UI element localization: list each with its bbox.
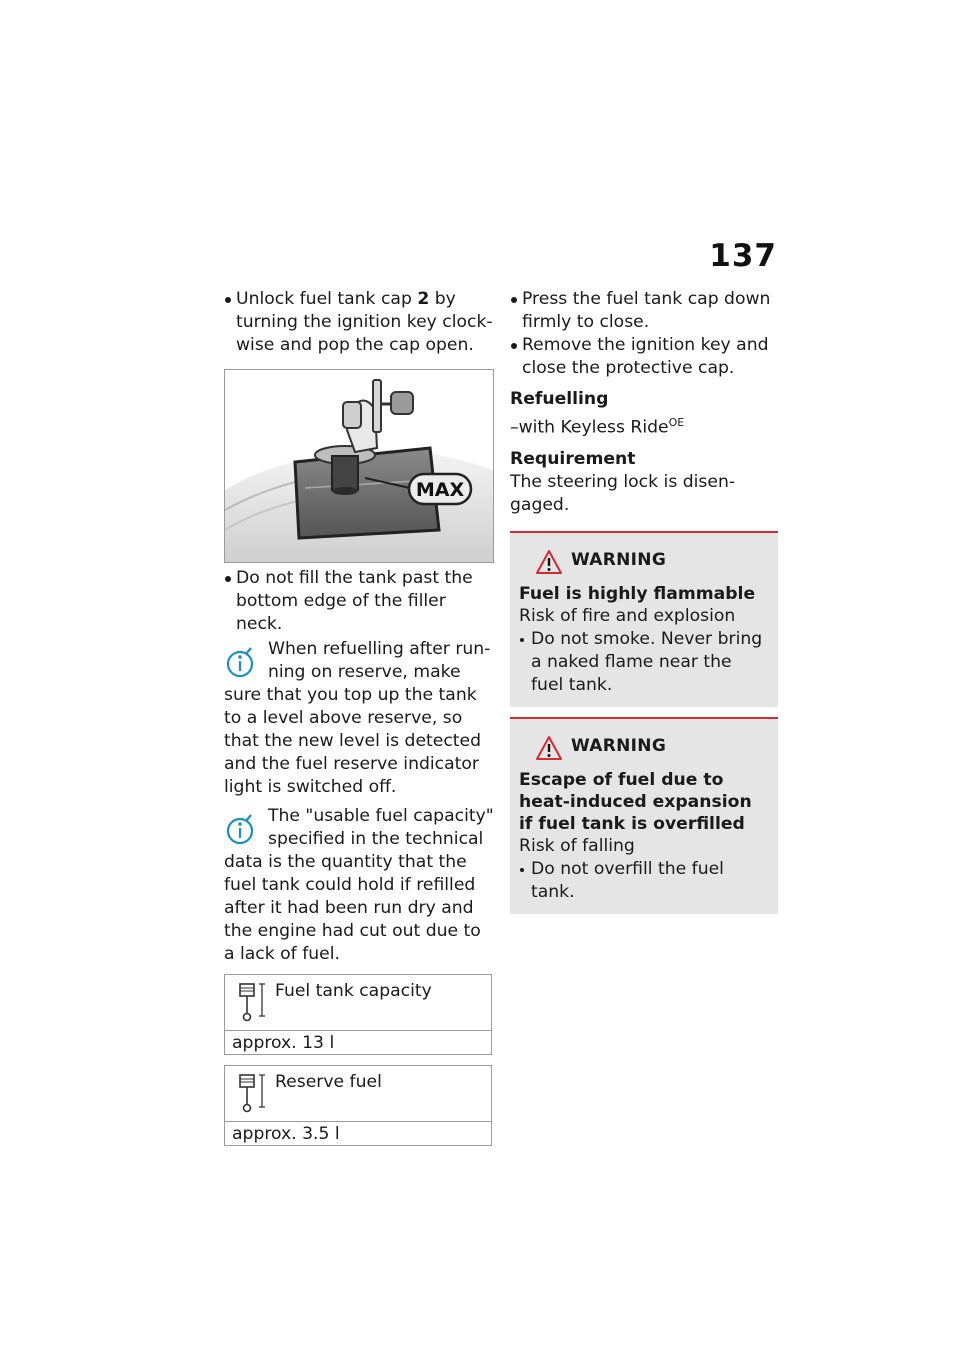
- bullet-dot: [511, 297, 517, 303]
- step-press-cap: Press the fuel tank cap down firmly to close.: [510, 288, 780, 334]
- note-reserve-text: When refuelling after run-ning on reserve, make sure that you top up the tank to a level above reserve, so that the new level is detected and the fuel reserve indicator light is switched off.: [224, 639, 491, 797]
- technical-data-icon: [238, 980, 268, 1024]
- spec-label: Reserve fuel: [275, 1072, 382, 1092]
- info-note-capacity: [224, 805, 494, 966]
- option-superscript: OE: [668, 416, 685, 429]
- bullet-dot: [225, 576, 231, 582]
- warning-triangle-icon: [536, 735, 562, 761]
- warning-heading: Escape of fuel due to heat-induced expansion if fuel tank is overfilled: [519, 769, 752, 834]
- spec-value: approx. 13 l: [232, 1033, 335, 1053]
- bullet-dot: [520, 868, 524, 872]
- bullet-dot: [520, 638, 524, 642]
- right-column: [510, 288, 780, 914]
- bullet-dot: [225, 297, 231, 303]
- warning-action: Do not smoke. Never bring a naked flame near the fuel tank.: [519, 628, 769, 697]
- info-icon: [224, 640, 264, 684]
- step-unlock-cap: [224, 288, 494, 357]
- technical-data-icon: [238, 1071, 268, 1115]
- spec-label: Fuel tank capacity: [275, 981, 432, 1001]
- fuel-cap-illustration: [224, 369, 494, 563]
- warning-risk: Risk of fire and explosion: [519, 605, 736, 626]
- info-icon: [224, 807, 264, 851]
- section-title: Refuelling: [510, 389, 609, 409]
- warning-risk: Risk of falling: [519, 835, 635, 856]
- section-subtitle: –with Keyless Ride$^{OE}$: [510, 416, 685, 438]
- info-note-reserve: [224, 638, 494, 799]
- step-fill-limit: Do not fill the tank past the bottom edge of the filler neck.: [224, 567, 494, 636]
- step-unlock-text: Unlock fuel tank cap 2 by turning the ignition key clock-wise and pop the cap open.: [236, 289, 493, 355]
- warning-box-flammable: [510, 531, 778, 707]
- warning-word: WARNING: [571, 549, 667, 570]
- spec-fuel-tank-capacity: [224, 974, 492, 1055]
- spec-value: approx. 3.5 l: [232, 1124, 340, 1144]
- max-label: MAX: [415, 479, 465, 501]
- step-remove-key: Remove the ignition key and close the protective cap.: [510, 334, 780, 380]
- warning-box-overfill: [510, 717, 778, 914]
- warning-word: WARNING: [571, 735, 667, 756]
- page-number: 137: [709, 238, 777, 274]
- spec-reserve-fuel: [224, 1065, 492, 1146]
- note-capacity-text: The "usable fuel capacity" specified in the technical data is the quantity that the fuel tank could hold if refilled after it had been run dry and the engine had cut out due to a lack of fuel.: [224, 806, 494, 964]
- left-column: [224, 288, 494, 1146]
- bullet-dot: [511, 343, 517, 349]
- warning-heading: Fuel is highly flammable: [519, 583, 756, 604]
- warning-triangle-icon: [536, 549, 562, 575]
- warning-action: Do not overfill the fuel tank.: [519, 858, 769, 904]
- requirement-title: Requirement: [510, 448, 636, 469]
- callout-number: 2: [417, 289, 430, 309]
- requirement-text: The steering lock is disen-gaged.: [510, 471, 736, 515]
